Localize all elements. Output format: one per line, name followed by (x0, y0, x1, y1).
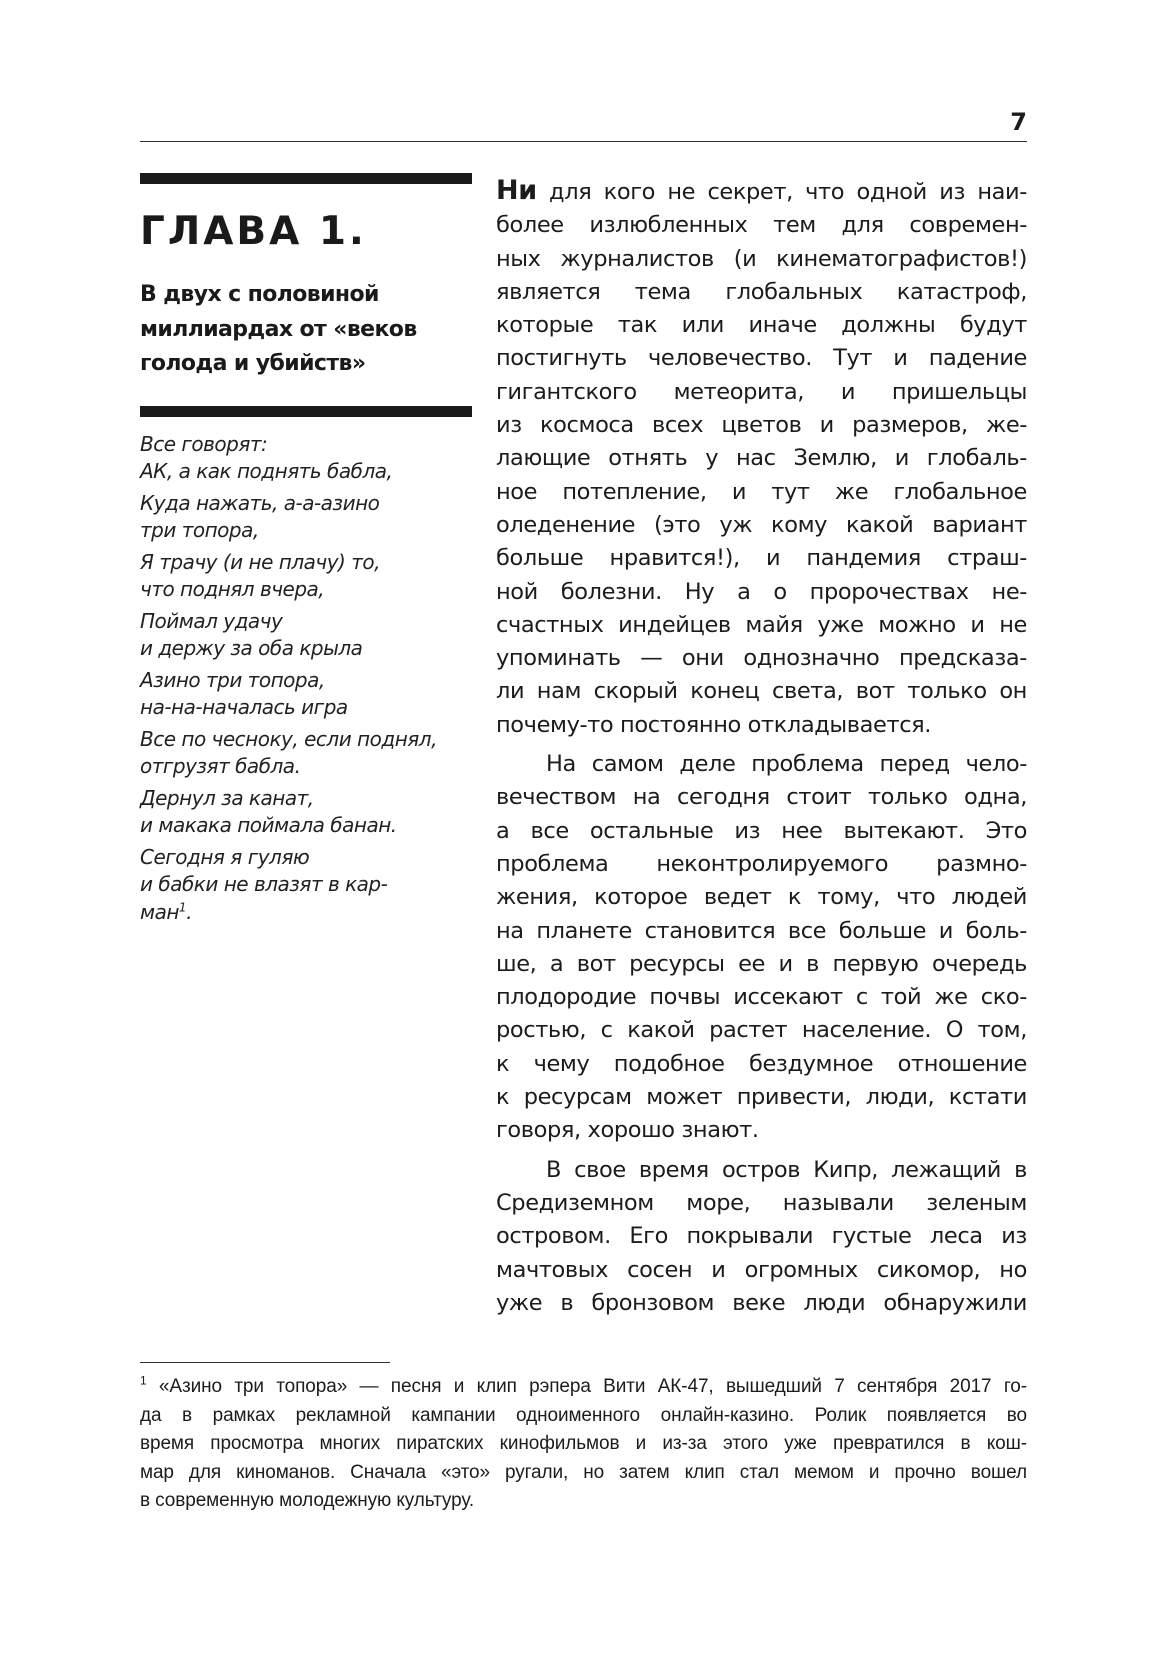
epigraph (140, 431, 472, 927)
epigraph-stanza (140, 431, 472, 486)
text-line: к чему подобное бездумное отношение (496, 1050, 1027, 1077)
text-line: ли нам скорый конец света, вот только он (496, 678, 1027, 705)
chapter-title: ГЛАВА 1. (140, 209, 367, 254)
text-line: более излюбленных тем для современ- (496, 212, 1027, 239)
paragraph (496, 1154, 1027, 1320)
text-line-rest: для кого не секрет, что одной из наи- (536, 179, 1027, 205)
text-line: которые так или иначе должны будут (496, 312, 1027, 339)
text-line: плодородие почвы иссекают с той же ско- (496, 984, 1027, 1011)
epigraph-line (140, 899, 472, 927)
page-number: 7 (1010, 108, 1027, 136)
footnote-line-text: «Азино три топора» — песня и клип рэпера Вити АК-47, вышедший 7 сентября 2017 го- (146, 1376, 1027, 1397)
epigraph-line: три топора, (140, 518, 259, 542)
footnote-line: да в рамках рекламной кампании одноименного онлайн-казино. Ролик появляется во (140, 1404, 1027, 1426)
epigraph-line-text: ман (140, 899, 179, 924)
text-line: оледенение (это уж кому какой вариант (496, 511, 1027, 538)
epigraph-line: и макака поймала банан. (140, 813, 397, 837)
text-line: ше, а вот ресурсы ее и в первую очередь (496, 950, 1027, 977)
text-line: гигантского метеорита, и пришельцы (496, 378, 1027, 405)
lead-word: Ни (496, 175, 537, 206)
header-rule (140, 141, 1027, 142)
chapter-sidebar (140, 173, 472, 930)
chapter-top-bar (140, 173, 472, 184)
footnote-line: время просмотра многих пиратских кинофильмов и из-за этого уже превратился в кош- (140, 1433, 1027, 1454)
text-line: лающие отнять у нас Землю, и глобаль- (496, 445, 1027, 472)
epigraph-line: АК, а как поднять бабла, (140, 459, 393, 483)
epigraph-line: Все по чесноку, если поднял, (140, 726, 437, 751)
text-line: проблема неконтролируемого размно- (496, 850, 1027, 877)
epigraph-line: отгрузят бабла. (140, 754, 301, 778)
text-line (496, 174, 1027, 209)
footnote-marker: 1 (140, 1373, 147, 1388)
chapter-subtitle-line: миллиардах от «веков (140, 316, 417, 342)
epigraph-line: Куда нажать, а-а-азино (140, 490, 380, 515)
epigraph-final-punct: . (186, 899, 192, 924)
epigraph-line: и держу за оба крыла (140, 636, 363, 660)
text-line: уже в бронзовом веке люди обнаружили (496, 1289, 1027, 1316)
text-line: является тема глобальных катастроф, (496, 278, 1027, 305)
text-line: островом. Его покрывали густые леса из (496, 1223, 1027, 1250)
epigraph-stanza (140, 549, 472, 604)
text-line: упоминать — они однозначно предсказа- (496, 645, 1027, 672)
text-line: а все остальные из нее вытекают. Это (496, 817, 1027, 844)
text-line: В свое время остров Кипр, лежащий в (546, 1156, 1027, 1183)
epigraph-stanza (140, 726, 472, 781)
epigraph-line: Дернул за канат, (140, 785, 314, 810)
chapter-subtitle-line: В двух с половиной (140, 282, 379, 307)
chapter-bottom-bar (140, 406, 472, 417)
epigraph-stanza (140, 785, 472, 840)
epigraph-line: Я трачу (и не плачу) то, (140, 549, 380, 574)
text-line: жения, которое ведет к тому, что людей (496, 884, 1027, 911)
text-line: счастных индейцев майя уже можно и не (496, 611, 1027, 638)
epigraph-line: Поймал удачу (140, 608, 283, 633)
text-line: вечеством на сегодня стоит только одна, (496, 784, 1027, 811)
epigraph-stanza (140, 490, 472, 545)
body-text (496, 174, 1027, 1326)
text-line: мачтовых сосен и огромных сикомор, но (496, 1256, 1027, 1283)
footnote (140, 1373, 1027, 1516)
text-line: на планете становится все больше и боль- (496, 917, 1027, 944)
epigraph-line: и бабки не влазят в кар- (140, 872, 388, 896)
text-line: почему-то постоянно откладывается. (496, 711, 932, 738)
text-line: Средиземном море, называли зеленым (496, 1189, 1027, 1216)
footnote-line (140, 1373, 1027, 1402)
epigraph-line: на-на-началась игра (140, 695, 348, 719)
epigraph-stanza (140, 608, 472, 663)
epigraph-stanza (140, 844, 472, 927)
footnote-line: мар для киноманов. Сначала «это» ругали, но затем клип стал мемом и прочно вошел (140, 1461, 1027, 1483)
text-line: ной болезни. Ну а о пророчествах не- (496, 578, 1027, 605)
text-line: На самом деле проблема перед чело- (546, 751, 1027, 778)
epigraph-line: что поднял вчера, (140, 577, 325, 601)
text-line: ростью, с какой растет население. О том, (496, 1017, 1027, 1044)
chapter-subtitle (140, 278, 472, 382)
footnote-rule (140, 1362, 390, 1363)
text-line: к ресурсам может привести, люди, кстати (496, 1084, 1027, 1111)
text-line: ных журналистов (и кинематографистов!) (496, 245, 1027, 272)
paragraph (496, 174, 1027, 742)
text-line: из космоса всех цветов и размеров, же- (496, 412, 1027, 439)
paragraph (496, 748, 1027, 1148)
chapter-subtitle-line: голода и убийств» (140, 351, 366, 376)
epigraph-line: Все говорят: (140, 431, 268, 456)
text-line: больше нравится!), и пандемия страш- (496, 545, 1027, 572)
text-line: говоря, хорошо знают. (496, 1117, 759, 1144)
footnote-ref[interactable]: 1 (178, 899, 187, 914)
epigraph-line: Азино три топора, (140, 667, 325, 692)
text-line: постигнуть человечество. Тут и падение (496, 345, 1027, 372)
footnote-line: в современную молодежную культуру. (140, 1490, 474, 1511)
epigraph-stanza (140, 667, 472, 722)
text-line: ное потепление, и тут же глобальное (496, 478, 1027, 505)
epigraph-line: Сегодня я гуляю (140, 844, 310, 869)
